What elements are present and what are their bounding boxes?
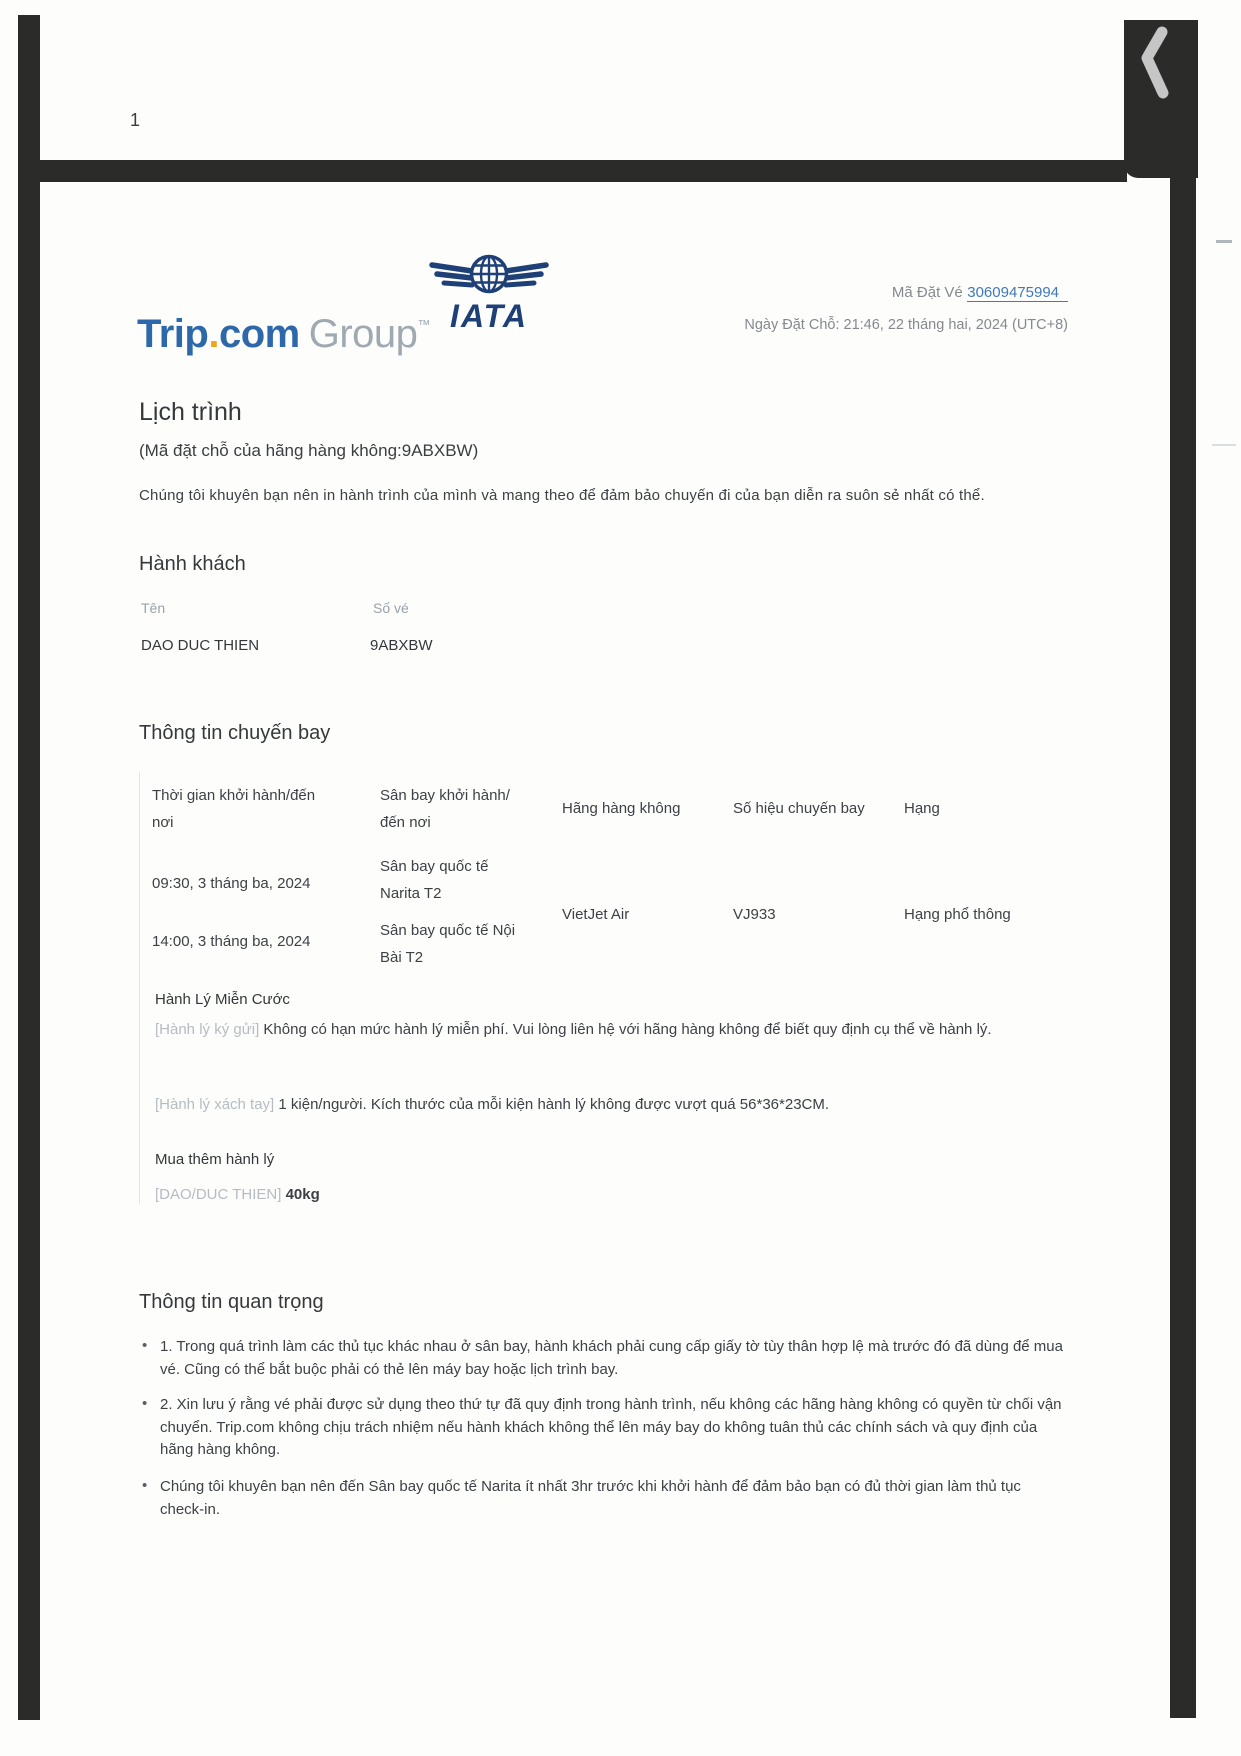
logo-trademark: ™ bbox=[417, 317, 430, 332]
passenger-name-label: Tên bbox=[141, 600, 166, 616]
scan-border-top bbox=[22, 160, 1127, 182]
logo-word-com: com bbox=[218, 312, 300, 356]
trip-com-group-logo bbox=[137, 312, 430, 357]
extra-baggage-line bbox=[155, 1181, 320, 1208]
scan-border-left bbox=[18, 15, 40, 1720]
flight-info-heading: Thông tin chuyến bay bbox=[139, 722, 331, 744]
carryon-baggage-text: 1 kiện/người. Kích thước của mỗi kiện hành lý không được vượt quá 56*36*23CM. bbox=[278, 1096, 830, 1113]
departure-airport: Sân bay quốc tế Narita T2 bbox=[380, 858, 489, 902]
logo-dot: . bbox=[208, 312, 219, 356]
column-header-time: Thời gian khởi hành/đến nơi bbox=[152, 787, 316, 831]
checked-baggage-tag: [Hành lý ký gửi] bbox=[155, 1021, 260, 1038]
booking-code-line bbox=[892, 284, 1068, 302]
scan-mark-line bbox=[1212, 444, 1236, 446]
logo-word-group: Group bbox=[308, 312, 418, 356]
baggage-allowance-heading: Hành Lý Miễn Cước bbox=[155, 991, 290, 1008]
scan-border-right bbox=[1170, 170, 1196, 1718]
carryon-baggage-note bbox=[155, 1091, 829, 1118]
flight-number: VJ933 bbox=[733, 906, 776, 923]
extra-baggage-passenger-tag: [DAO/DUC THIEN] bbox=[155, 1186, 282, 1203]
booking-code-link[interactable]: 30609475994 bbox=[967, 284, 1068, 302]
itinerary-title: Lịch trình bbox=[139, 398, 242, 426]
important-info-item: 2. Xin lưu ý rằng vé phải được sử dụng theo thứ tự đã quy định trong hành trình, nếu không các hãng hàng không có quyền từ chối vận chuyển. Trip.com không chịu trách nhiệm nếu hành khách không thể lên máy bay do không tuân thủ các chính sách và quy định của hãng hàng không. bbox=[160, 1396, 1062, 1458]
arrival-time: 14:00, 3 tháng ba, 2024 bbox=[152, 933, 311, 950]
airline-booking-ref: (Mã đặt chỗ của hãng hàng không:9ABXBW) bbox=[139, 441, 479, 460]
page-number: 1 bbox=[130, 110, 141, 130]
important-info-item: Chúng tôi khuyên bạn nên đến Sân bay quốc tế Narita ít nhất 3hr trước khi khởi hành để đảm bảo bạn có đủ thời gian làm thủ tục check-in. bbox=[160, 1478, 1021, 1518]
important-info-item: 1. Trong quá trình làm các thủ tục khác nhau ở sân bay, hành khách phải cung cấp giấy tờ tùy thân hợp lệ mà trước đó đã dùng để mua vé. Cũng có thể bắt buộc phải có thẻ lên máy bay hoặc lịch trình bay. bbox=[160, 1338, 1063, 1378]
ticket-number: 9ABXBW bbox=[370, 637, 433, 654]
iata-logo-icon bbox=[425, 250, 553, 334]
bullet-dot: • bbox=[142, 1477, 148, 1494]
checked-baggage-text: Không có hạn mức hành lý miễn phí. Vui lòng liên hệ với hãng hàng không để biết quy định cụ thể về hành lý. bbox=[263, 1021, 992, 1038]
scan-mark-dash bbox=[1216, 240, 1232, 243]
extra-baggage-weight: 40kg bbox=[285, 1186, 320, 1203]
passenger-heading: Hành khách bbox=[139, 553, 246, 575]
extra-baggage-heading: Mua thêm hành lý bbox=[155, 1151, 275, 1168]
column-header-class: Hạng bbox=[904, 800, 940, 817]
checked-baggage-note bbox=[155, 1016, 1040, 1043]
column-header-airline: Hãng hàng không bbox=[562, 800, 681, 817]
print-advice-note: Chúng tôi khuyên bạn nên in hành trình của mình và mang theo để đảm bảo chuyến đi của bạn diễn ra suôn sẻ nhất có thể. bbox=[139, 487, 985, 504]
booking-date-line: Ngày Đặt Chỗ: 21:46, 22 tháng hai, 2024 (UTC+8) bbox=[744, 317, 1068, 333]
iata-wordmark: IATA bbox=[450, 298, 528, 334]
bullet-dot: • bbox=[142, 1395, 148, 1412]
bullet-dot: • bbox=[142, 1337, 148, 1354]
cabin-class: Hạng phổ thông bbox=[904, 906, 1011, 923]
ticket-number-label: Số vé bbox=[373, 600, 409, 616]
airline-name: VietJet Air bbox=[562, 906, 630, 923]
iata-logo bbox=[425, 250, 553, 334]
logo-word-trip: Trip bbox=[137, 312, 209, 356]
carryon-baggage-tag: [Hành lý xách tay] bbox=[155, 1096, 275, 1113]
page-curl-chevron-icon bbox=[1124, 20, 1198, 130]
arrival-airport: Sân bay quốc tế Nội Bài T2 bbox=[380, 922, 516, 966]
column-header-airport: Sân bay khởi hành/đến nơi bbox=[380, 787, 510, 831]
column-header-flight-number: Số hiệu chuyến bay bbox=[733, 800, 865, 817]
departure-time: 09:30, 3 tháng ba, 2024 bbox=[152, 875, 311, 892]
table-left-rule bbox=[139, 772, 140, 1204]
booking-code-label: Mã Đặt Vé bbox=[891, 284, 963, 301]
scan-corner-block bbox=[1124, 20, 1198, 178]
important-info-heading: Thông tin quan trọng bbox=[139, 1291, 324, 1313]
passenger-name: DAO DUC THIEN bbox=[141, 637, 260, 654]
